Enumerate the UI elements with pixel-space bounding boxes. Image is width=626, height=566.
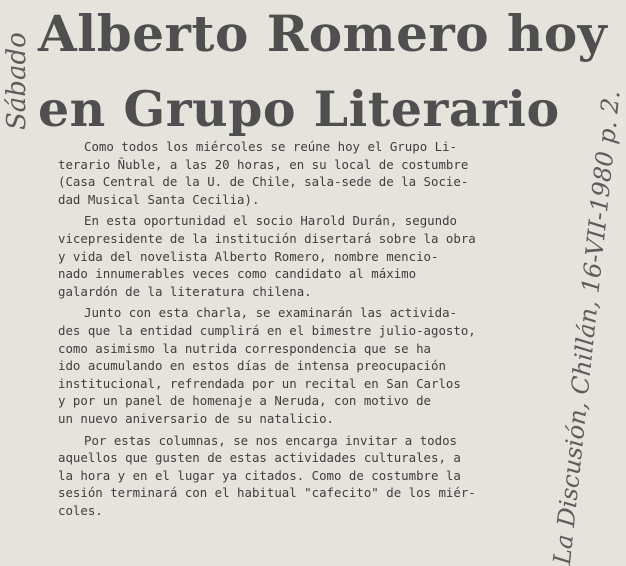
article-line: la hora y en el lugar ya citados. Como de costumbre la: [58, 467, 461, 483]
article-line: vicepresidente de la institución disertará sobre la obra: [58, 230, 476, 246]
article-line: (Casa Central de la U. de Chile, sala-sede de la Socie-: [58, 174, 469, 190]
article-body: [58, 138, 572, 523]
article-paragraph: [58, 138, 572, 208]
article-line: ido acumulando en estos días de intensa preocupación: [58, 358, 446, 374]
article-line: y por un panel de homenaje a Neruda, con motivo de: [58, 393, 431, 409]
article-paragraph: [58, 432, 572, 520]
article-line: institucional, refrendada por un recital en San Carlos: [58, 375, 461, 391]
article-line: sesión terminará con el habitual "cafecito" de los miér-: [58, 485, 476, 501]
article-line: y vida del novelista Alberto Romero, nombre mencio-: [58, 248, 439, 264]
article-line: Como todos los miércoles se reúne hoy el Grupo Li-: [84, 139, 457, 154]
article-line: aquellos que gusten de estas actividades culturales, a: [58, 450, 461, 466]
article-line: un nuevo aniversario de su natalicio.: [58, 410, 335, 426]
article-line: dad Musical Santa Cecilia).: [58, 191, 260, 207]
article-line: nado innumerables veces como candidato al máximo: [58, 266, 417, 282]
article-line: des que la entidad cumplirá en el bimestre julio-agosto,: [58, 322, 476, 338]
article-line: Junto con esta charla, se examinarán las activida-: [84, 305, 457, 321]
article-line: como asimismo la nutrida correspondencia que se ha: [58, 340, 431, 356]
handwritten-source-citation: La Discusión, Chillán, 16-VII-1980 p. 2.: [548, 89, 626, 566]
article-paragraph: [58, 212, 572, 300]
article-line: Por estas columnas, se nos encarga invitar a todos: [84, 432, 457, 448]
handwritten-note-left: Sábado: [2, 32, 32, 130]
headline-line-1: Alberto Romero hoy: [38, 4, 608, 63]
article-line: En esta oportunidad el socio Harold Durán, segundo: [84, 213, 457, 229]
article-line: terario Ñuble, a las 20 horas, en su local de costumbre: [58, 156, 469, 172]
article-paragraph: [58, 304, 572, 427]
article-line: galardón de la literatura chilena.: [58, 283, 312, 299]
article-line: coles.: [58, 502, 103, 518]
headline-line-2: en Grupo Literario: [38, 80, 560, 138]
